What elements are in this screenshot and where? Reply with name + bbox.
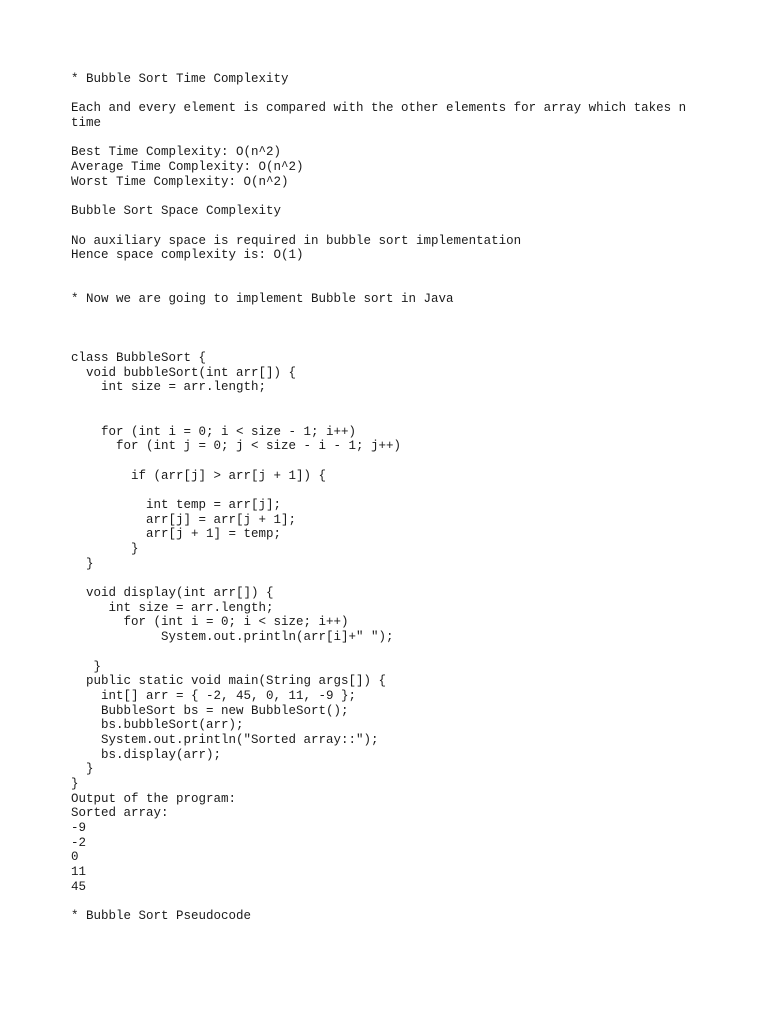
- text-line: System.out.println("Sorted array::");: [71, 732, 379, 747]
- text-line: [71, 131, 751, 146]
- text-line: System.out.println(arr[i]+" ");: [71, 630, 394, 645]
- text-line: for (int j = 0; j < size - i - 1; j++): [71, 439, 402, 454]
- text-line: 11: [71, 865, 87, 880]
- document-body: [71, 72, 751, 924]
- text-line: [71, 645, 751, 660]
- text-line: }: [71, 762, 94, 777]
- text-line: }: [71, 659, 102, 674]
- text-line: 45: [71, 879, 87, 894]
- text-line: int size = arr.length;: [71, 600, 274, 615]
- text-line: Average Time Complexity: O(n^2): [71, 160, 304, 175]
- text-line: [71, 895, 751, 910]
- text-line: Sorted array:: [71, 806, 169, 821]
- text-line: * Now we are going to implement Bubble sort in Java: [71, 292, 454, 307]
- text-line: Bubble Sort Space Complexity: [71, 204, 282, 219]
- text-line: [71, 454, 751, 469]
- text-line: void bubbleSort(int arr[]) {: [71, 365, 297, 380]
- text-line: time: [71, 116, 102, 131]
- text-line: bs.bubbleSort(arr);: [71, 718, 244, 733]
- text-line: class BubbleSort {: [71, 351, 207, 366]
- text-line: Each and every element is compared with the other elements for array which takes n: [71, 101, 687, 116]
- text-line: int temp = arr[j];: [71, 497, 282, 512]
- text-line: [71, 219, 751, 234]
- text-line: if (arr[j] > arr[j + 1]) {: [71, 468, 327, 483]
- text-line: Hence space complexity is: O(1): [71, 248, 304, 263]
- text-line: [71, 410, 751, 425]
- text-line: [71, 395, 751, 410]
- text-line: -2: [71, 835, 87, 850]
- text-line: int[] arr = { -2, 45, 0, 11, -9 };: [71, 688, 357, 703]
- text-line: }: [71, 542, 139, 556]
- text-line: void display(int arr[]) {: [71, 586, 274, 601]
- text-line: [71, 322, 751, 337]
- text-line: * Bubble Sort Time Complexity: [71, 72, 289, 86]
- text-line: [71, 87, 751, 102]
- text-line: -9: [71, 821, 87, 836]
- text-line: [71, 190, 751, 205]
- text-line: }: [71, 777, 79, 791]
- text-line: Output of the program:: [71, 791, 237, 806]
- text-line: arr[j] = arr[j + 1];: [71, 512, 297, 527]
- text-line: Worst Time Complexity: O(n^2): [71, 174, 289, 189]
- text-line: }: [71, 556, 94, 571]
- text-line: arr[j + 1] = temp;: [71, 527, 282, 542]
- text-line: [71, 278, 751, 293]
- text-line: for (int i = 0; i < size - 1; i++): [71, 424, 357, 439]
- text-line: bs.display(arr);: [71, 747, 222, 762]
- text-line: [71, 483, 751, 498]
- text-line: [71, 571, 751, 586]
- text-line: 0: [71, 850, 79, 865]
- text-line: [71, 307, 751, 322]
- text-line: BubbleSort bs = new BubbleSort();: [71, 703, 349, 718]
- text-line: No auxiliary space is required in bubble sort implementation: [71, 233, 522, 248]
- text-line: for (int i = 0; i < size; i++): [71, 615, 349, 630]
- text-line: [71, 336, 751, 351]
- text-line: public static void main(String args[]) {: [71, 674, 387, 689]
- text-line: [71, 263, 751, 278]
- text-line: * Bubble Sort Pseudocode: [71, 909, 252, 924]
- text-line: int size = arr.length;: [71, 380, 267, 395]
- text-line: Best Time Complexity: O(n^2): [71, 145, 282, 160]
